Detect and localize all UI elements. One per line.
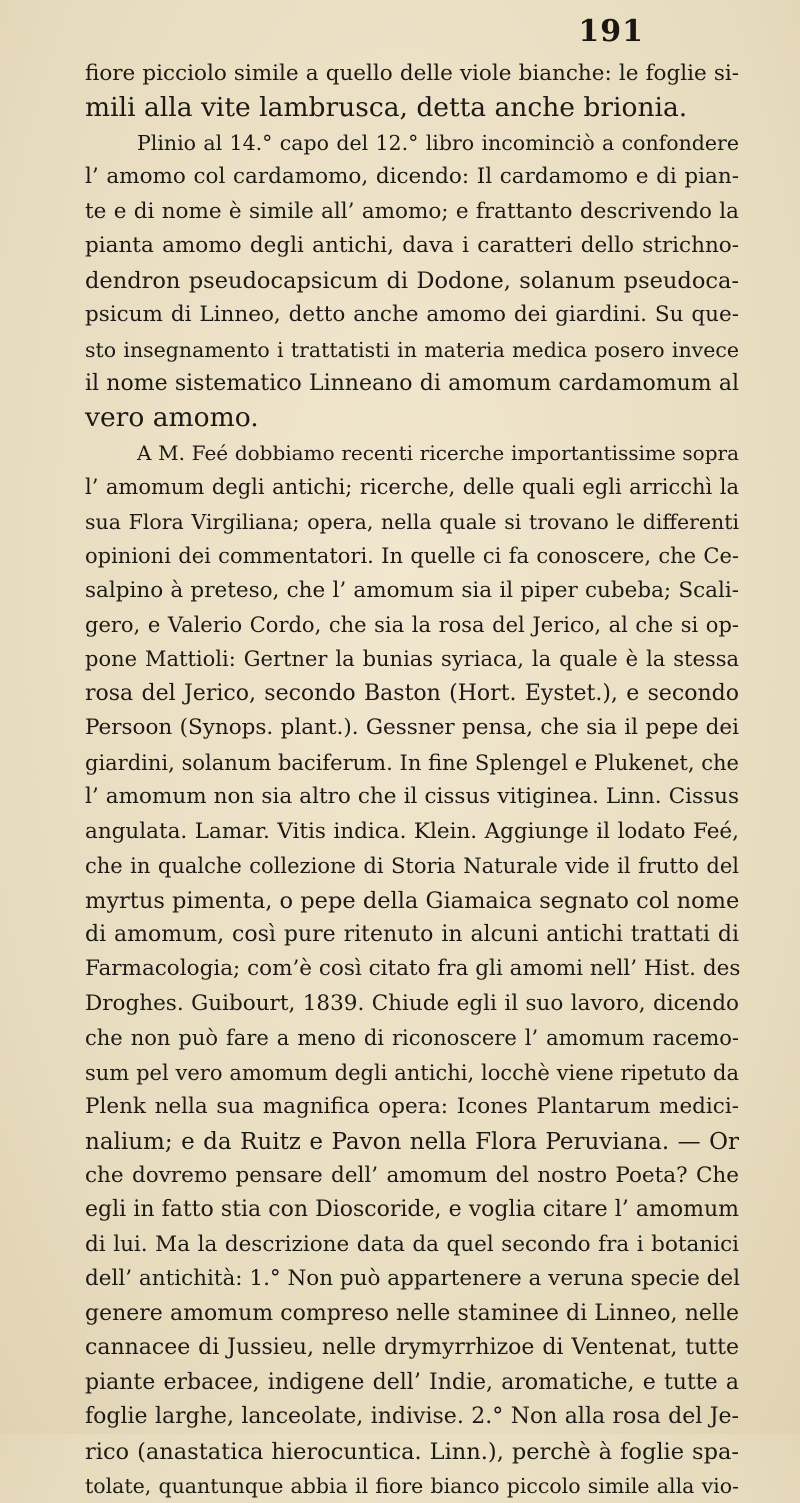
text-line: dell’ antichità: 1.° Non può appartenere a veruna specie del	[85, 1266, 741, 1292]
text-line: rosa del Jerico, secondo Baston (Hort. Eystet.), e secondo	[85, 680, 739, 706]
text-line: pianta amomo degli antichi, dava i caratteri dello strichno-	[85, 233, 739, 259]
text-line: psicum di Linneo, detto anche amomo dei giardini. Su que-	[85, 302, 739, 328]
text-line: di amomum, così pure ritenuto in alcuni antichi trattati di	[85, 921, 739, 947]
text-line: che in qualche collezione di Storia Naturale vide il frutto del	[85, 854, 739, 879]
text-line: nalium; e da Ruitz e Pavon nella Flora Peruviana. — Or	[85, 1128, 739, 1155]
text-line: sua Flora Virgiliana; opera, nella quale si trovano le differenti	[85, 509, 739, 534]
text-line: giardini, solanum baciferum. In fine Splengel e Plukenet, che	[85, 750, 739, 775]
text-line: tolate, quantunque abbia il fiore bianco piccolo simile alla vio-	[85, 1473, 739, 1498]
text-line: angulata. Lamar. Vitis indica. Klein. Aggiunge il lodato Feé,	[85, 818, 739, 844]
text-line: gero, e Valerio Cordo, che sia la rosa del Jerico, al che si op-	[85, 613, 739, 637]
text-line: Plenk nella sua magnifica opera: Icones Plantarum medici-	[85, 1094, 739, 1120]
text-line: l’ amomo col cardamomo, dicendo: Il cardamomo e di pian-	[85, 164, 739, 190]
body-text	[85, 57, 739, 1503]
text-line: Droghes. Guibourt, 1839. Chiude egli il suo lavoro, dicendo	[85, 990, 739, 1016]
text-line: rico (anastatica hierocuntica. Linn.), perchè à foglie spa-	[85, 1438, 739, 1465]
text-line: te e di nome è simile all’ amomo; e frattanto descrivendo la	[85, 198, 739, 224]
text-line: dendron pseudocapsicum di Dodone, solanum pseudoca-	[85, 267, 739, 294]
text-line: che dovremo pensare dell’ amomum del nostro Poeta? Che	[85, 1163, 739, 1188]
text-line: sto insegnamento i trattatisti in materia medica posero invece	[85, 337, 739, 362]
text-line: sum pel vero amomum degli antichi, locchè viene ripetuto da	[85, 1060, 739, 1085]
text-line: piante erbacee, indigene dell’ Indie, aromatiche, e tutte a	[85, 1369, 739, 1395]
text-line: genere amomum compreso nelle staminee di Linneo, nelle	[85, 1300, 739, 1326]
text-line: l’ amomum non sia altro che il cissus vitiginea. Linn. Cissus	[85, 784, 739, 810]
text-line: l’ amomum degli antichi; ricerche, delle quali egli arricchì la	[85, 475, 739, 500]
text-line: Plinio al 14.° capo del 12.° libro incominciò a confondere	[137, 130, 739, 155]
text-line: egli in fatto stia con Dioscoride, e voglia citare l’ amomum	[85, 1197, 739, 1223]
text-line: pone Mattioli: Gertner la bunias syriaca, la quale è la stessa	[85, 647, 739, 672]
text-line: fiore picciolo simile a quello delle viole bianche: le foglie si-	[85, 61, 739, 86]
text-line: vero amomo.	[85, 402, 259, 434]
text-line: di lui. Ma la descrizione data da quel secondo fra i botanici	[85, 1231, 739, 1257]
text-line: Farmacologia; com’è così citato fra gli amomi nell’ Hist. des	[85, 956, 741, 982]
text-line: myrtus pimenta, o pepe della Giamaica segnato col nome	[85, 887, 740, 914]
text-line: mili alla vite lambrusca, detta anche brionia.	[85, 92, 688, 124]
text-line: A M. Feé dobbiamo recenti ricerche importantissime sopra	[137, 440, 739, 465]
page-number: 191	[578, 14, 644, 49]
text-line: salpino à preteso, che l’ amomum sia il piper cubeba; Scali-	[85, 577, 739, 603]
text-line: foglie larghe, lanceolate, indivise. 2.° Non alla rosa del Je-	[85, 1404, 739, 1430]
text-line: cannacee di Jussieu, nelle drymyrrhizoe di Ventenat, tutte	[85, 1335, 739, 1361]
text-line: che non può fare a meno di riconoscere l’ amomum racemo-	[85, 1026, 739, 1051]
text-line: opinioni dei commentatori. In quelle ci fa conoscere, che Ce-	[85, 544, 739, 569]
text-line: Persoon (Synops. plant.). Gessner pensa, che sia il pepe dei	[85, 715, 739, 741]
text-line: il nome sistematico Linneano di amomum cardamomum al	[85, 370, 739, 396]
